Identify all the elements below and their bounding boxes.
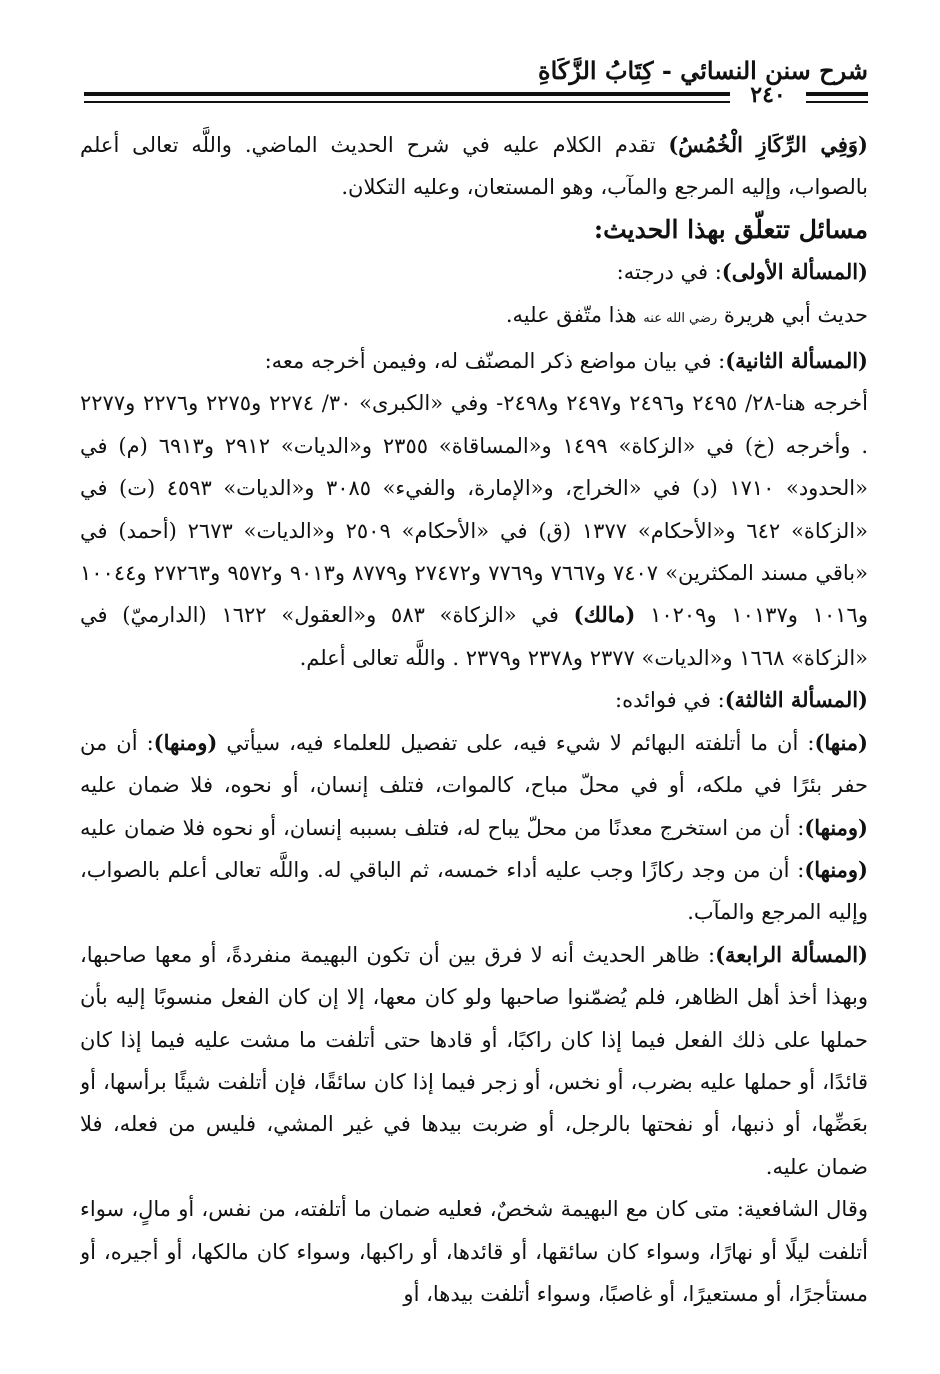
page-number: ٢٤٠ (750, 82, 786, 108)
header-rule-short-thin (806, 101, 868, 103)
issue-1-heading (80, 251, 868, 293)
issue-2-body: أخرجه هنا-٢٨/ ٢٤٩٥ و٢٤٩٦ و٢٤٩٧ و٢٤٩٨- وفي «الكبرى» ٣٠/ ٢٢٧٤ و٢٢٧٥ و٢٢٧٦ و٢٢٧٧ . وأخرجه (خ) في «الزكاة» ١٤٩٩ و«المساقاة» ٢٣٥٥ و«الديات» ٢٩١٢ و٦٩١٣ (م) في «الحدود» ١٧١٠ (د) في «الخراج، و«الإمارة، والفيء» ٣٠٨٥ و«الديات» ٤٥٩٣ (ت) في «الزكاة» ٦٤٢ و«الأحكام» ١٣٧٧ (ق) في «الأحكام» ٢٥٠٩ و«الديات» ٢٦٧٣ (أحمد) في «باقي مسند المكثرين» ٧٤٠٧ و٧٦٦٧ و٧٧٦٩ و٢٧٤٧٢ و٨٧٧٩ و٩٠١٣ و٩٥٧٢ و٢٧٢٦٣ و١٠٠٤٤ و١٠١٦ و١٠١٣٧ و١٠٢٠٩ (مالك) في «الزكاة» ٥٨٣ و«العقول» ١٦٢٢ (الدارميّ) في «الزكاة» ١٦٦٨ و«الديات» ٢٣٧٧ و٢٣٧٨ و٢٣٧٩ . واللَّه تعالى أعلم. (80, 391, 868, 670)
issue-3-title: : في فوائده: (615, 688, 725, 713)
issue-3-heading (80, 679, 868, 721)
hadith-quote: (وَفِي الرِّكَازِ الْخُمُسُ) (668, 132, 868, 157)
issue-1-body: حديث أبي هريرة رضي الله عنه هذا متّفق عليه. (505, 302, 868, 327)
benefit-marker: (منها) (814, 729, 868, 755)
section-heading: مسائل تتعلّق بهذا الحديث: (593, 214, 868, 244)
issue-1-label: (المسألة الأولى) (721, 259, 868, 285)
benefit-marker: (ومنها) (153, 729, 218, 755)
issue-3-label: (المسألة الثالثة) (724, 687, 868, 713)
paragraph-text: تقدم الكلام عليه في شرح الحديث الماضي. واللَّه تعالى أعلم بالصواب، وإليه المرجع والمآب، وهو المستعان، وعليه التكلان. (80, 133, 868, 200)
header-rule-thick (84, 92, 730, 96)
paragraph-ruling-intro (80, 124, 868, 209)
issue-4-label: (المسألة الرابعة) (715, 941, 868, 967)
header-rule-thin (84, 101, 730, 103)
header-rule-short-thick (806, 92, 868, 96)
honorific-symbol: رضي الله عنه (643, 310, 718, 326)
issue-2-heading (80, 340, 868, 382)
shafii-paragraph: وقال الشافعية: متى كان مع البهيمة شخصٌ، فعليه ضمان ما أتلفته، من نفس، أو مالٍ، سواء أتلفت ليلًا أو نهارًا، وسواء كان سائقها، أو قائدها، أو راكبها، وسواء كان مالكها، أو أجيره، أو مستأجرًا، أو مستعيرًا، أو غاصبًا، وسواء أتلفت بيدها، أو (80, 1197, 868, 1306)
malik-label: (مالك) (573, 602, 636, 628)
benefit-marker: (ومنها) (804, 856, 868, 882)
issue-2-label: (المسألة الثانية) (725, 348, 868, 374)
issue-4-paragraph: (المسألة الرابعة): ظاهر الحديث أنه لا فرق بين أن تكون البهيمة منفردةً، أو معها صاحبها، وبهذا أخذ أهل الظاهر، فلم يُضمّنوا صاحبها ولو كان معها، إلا إن كان الفعل منسوبًا إليه بأن حملها على ذلك الفعل فيما إذا كان راكبًا، أو قادها حتى أتلفت ما مشت عليه فيما إذا كان قائدًا، أو حملها عليه بضرب، أو نخس، أو زجر فيما إذا كان سائقًا، فإن أتلفت شيئًا برأسها، أو بعَضِّها، أو ذنبها، أو نفحتها بالرجل، أو ضربت بيدها في غير المشي، فليس من فعله، فلا ضمان عليه. (80, 941, 868, 1179)
issue-2-title: : في بيان مواضع ذكر المصنّف له، وفيمن أخرجه معه: (264, 349, 726, 374)
issue-3-body: (منها): أن ما أتلفته البهائم لا شيء فيه، على تفصيل للعلماء فيه، سيأتي (ومنها): أن من حفر بئرًا في ملكه، أو في محلّ مباح، كالموات، فتلف إنسان، أو نحوه، فلا ضمان عليه (ومنها): أن من استخرج معدنًا من محلّ يباح له، فتلف بسببه إنسان، أو نحوه فلا ضمان عليه (ومنها): أن من وجد ركازًا وجب عليه أداء خمسه، ثم الباقي له. واللَّه تعالى أعلم بالصواب، وإليه المرجع والمآب. (80, 729, 868, 925)
page-header (84, 52, 868, 112)
issue-1-title: : في درجته: (616, 260, 722, 285)
book-title: شرح سنن النسائي - كِتَابُ الزَّكَاةِ (538, 56, 868, 85)
benefit-marker: (ومنها) (804, 814, 868, 840)
page-body (80, 124, 868, 1354)
